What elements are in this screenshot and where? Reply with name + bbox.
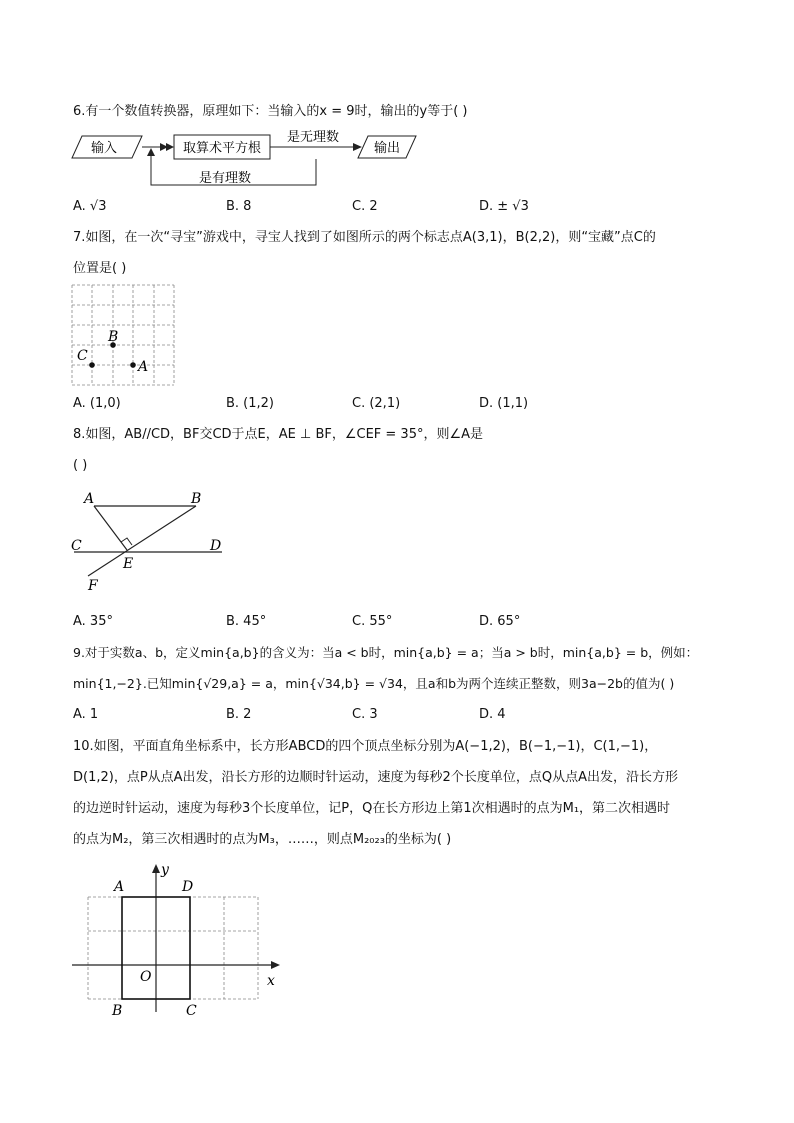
label-x: x [267,973,275,989]
point-a [130,362,136,368]
q8-stem-line2: ( ) [73,458,88,473]
q6-option-a[interactable]: A. √3 [73,199,107,214]
q10-stem-line4: 的点为M₂，第三次相遇时的点为M₃，……，则点M₂₀₂₃的坐标为( ) [73,832,452,847]
process-label: 取算术平方根 [182,141,262,156]
q7-stem-line2: 位置是( ) [73,261,127,276]
q6-flowchart [70,128,430,190]
q10-stem-line3: 的边逆时针运动，速度为每秒3个长度单位，记P，Q在长方形边上第1次相遇时的点为M₁，第二次相遇时 [73,801,671,816]
label-b: B [191,491,202,507]
q8-option-d[interactable]: D. 65° [479,614,521,629]
line-ae [94,506,127,550]
label-e: E [123,556,134,572]
q6-stem: 6.有一个数值转换器，原理如下：当输入的x = 9时，输出的y等于( ) [73,104,468,119]
q9-option-a[interactable]: A. 1 [73,707,99,722]
q7-stem-line1: 7.如图，在一次“寻宝”游戏中，寻宝人找到了如图所示的两个标志点A(3,1)，B(2,2)，则“宝藏”点C的 [73,230,656,245]
q10-stem-line2: D(1,2)，点P从点A出发，沿长方形的边顺时针运动，速度为每秒2个长度单位，点Q从点A出发，沿长方形 [73,770,678,785]
point-c [89,362,95,368]
label-d: D [182,879,194,895]
q7-option-b[interactable]: B. (1,2) [226,396,275,411]
rational-label: 是有理数 [198,171,252,186]
label-c: C [77,348,88,364]
q7-option-d[interactable]: D. (1,1) [479,396,529,411]
irrational-label: 是无理数 [286,130,340,145]
label-o: O [140,969,152,985]
output-label: 输出 [373,141,401,156]
input-label: 输入 [90,141,118,156]
q9-option-b[interactable]: B. 2 [226,707,252,722]
q8-figure [70,488,240,596]
q7-grid-figure [72,285,176,387]
label-b: B [112,1003,123,1019]
label-c: C [186,1003,197,1019]
q6-option-b[interactable]: B. 8 [226,199,252,214]
label-c: C [71,538,82,554]
label-d: D [210,538,222,554]
line-bf [88,506,196,576]
q10-stem-line1: 10.如图，平面直角坐标系中，长方形ABCD的四个顶点坐标分别为A(−1,2)，B(−1,−1)，C(1,−1)， [73,739,658,754]
q6-option-c[interactable]: C. 2 [352,199,378,214]
label-a: A [84,491,95,507]
label-f: F [88,578,98,594]
q8-option-b[interactable]: B. 45° [226,614,267,629]
label-a: A [138,359,149,375]
q8-stem-line1: 8.如图，AB//CD，BF交CD于点E，AE ⊥ BF，∠CEF = 35°，则∠A是 [73,427,484,442]
q9-stem-line1: 9.对于实数a、b，定义min{a,b}的含义为：当a < b时，min{a,b} = a；当a > b时，min{a,b} = b，例如： [73,645,699,660]
q7-option-c[interactable]: C. (2,1) [352,396,401,411]
q9-stem-line2: min{1,−2}.已知min{√29,a} = a，min{√34,b} = √34，且a和b为两个连续正整数，则3a−2b的值为( ) [73,676,675,691]
label-y: y [161,862,169,878]
q9-option-c[interactable]: C. 3 [352,707,378,722]
q8-option-a[interactable]: A. 35° [73,614,113,629]
q10-coordinate-figure [70,860,290,1020]
label-b: B [108,329,119,345]
q6-option-d[interactable]: D. ± √3 [479,199,529,214]
q9-option-d[interactable]: D. 4 [479,707,506,722]
label-a: A [114,879,125,895]
q7-option-a[interactable]: A. (1,0) [73,396,121,411]
q8-option-c[interactable]: C. 55° [352,614,393,629]
